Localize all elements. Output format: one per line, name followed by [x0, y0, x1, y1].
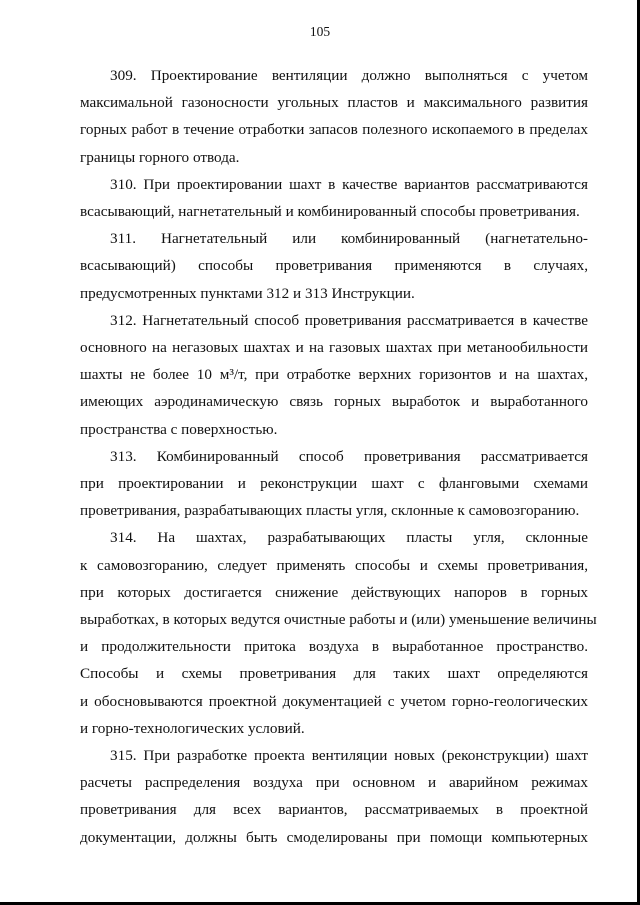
text-line: основного на негазовых шахтах и на газовых шахтах при метанообильности — [80, 339, 588, 357]
text-line: 313. Комбинированный способ проветривания рассматривается — [110, 447, 588, 465]
text-line: документации, должны быть смоделированы при помощи компьютерных — [80, 828, 588, 846]
text-line: имеющих аэродинамическую связь горных выработок и выработанного — [80, 393, 588, 411]
text-line: 311. Нагнетательный или комбинированный (нагнетательно- — [110, 230, 588, 248]
text-line: пространства с поверхностью. — [80, 420, 278, 438]
paragraph-315 — [80, 742, 588, 851]
text-line: и горно-технологических условий. — [80, 719, 305, 737]
paragraph-314 — [80, 524, 597, 742]
text-line: расчеты распределения воздуха при основном и аварийном режимах — [80, 774, 588, 792]
text-line: и продолжительности притока воздуха в выработанное пространство. — [80, 638, 588, 656]
text-line: проветривания для всех вариантов, рассматриваемых в проектной — [80, 801, 588, 819]
text-line: при проектировании и реконструкции шахт с фланговыми схемами — [80, 475, 588, 493]
paragraph-311 — [80, 225, 588, 307]
text-line: границы горного отвода. — [80, 148, 240, 166]
text-line: максимальной газоносности угольных пластов и максимального развития — [80, 94, 588, 112]
text-line: Способы и схемы проветривания для таких шахт определяются — [80, 665, 588, 683]
text-line: горных работ в течение отработки запасов полезного ископаемого в пределах — [80, 121, 588, 139]
text-line: шахты не более 10 м³/т, при отработке верхних горизонтов и на шахтах, — [80, 366, 588, 384]
text-column — [80, 62, 597, 851]
text-line: выработках, в которых ведутся очистные работы и (или) уменьшение величины — [80, 611, 597, 629]
text-line: 314. На шахтах, разрабатывающих пласты угля, склонные — [110, 529, 588, 547]
page-number: 105 — [309, 24, 331, 39]
paragraph-312 — [80, 307, 588, 443]
paragraph-313 — [80, 443, 588, 525]
text-line: всасывающий, нагнетательный и комбинированный способы проветривания. — [80, 203, 580, 221]
text-line: 309. Проектирование вентиляции должно выполняться с учетом — [110, 67, 588, 84]
paragraph-310 — [80, 171, 588, 225]
text-line: 315. При разработке проекта вентиляции новых (реконструкции) шахт — [110, 747, 588, 765]
text-line: 312. Нагнетательный способ проветривания рассматривается в качестве — [110, 311, 588, 329]
paragraph-309 — [80, 62, 588, 171]
text-line: предусмотренных пунктами 312 и 313 Инструкции. — [80, 284, 415, 302]
text-line: всасывающий) способы проветривания применяются в случаях, — [80, 257, 588, 275]
text-line: 310. При проектировании шахт в качестве вариантов рассматриваются — [110, 175, 588, 193]
text-line: при которых достигается снижение действующих напоров в горных — [80, 583, 588, 601]
text-line: проветривания, разрабатывающих пласты угля, склонные к самовозгоранию. — [80, 502, 580, 520]
text-line: и обосновываются проектной документацией с учетом горно-геологических — [80, 692, 588, 710]
text-line: к самовозгоранию, следует применять способы и схемы проветривания, — [80, 556, 588, 574]
